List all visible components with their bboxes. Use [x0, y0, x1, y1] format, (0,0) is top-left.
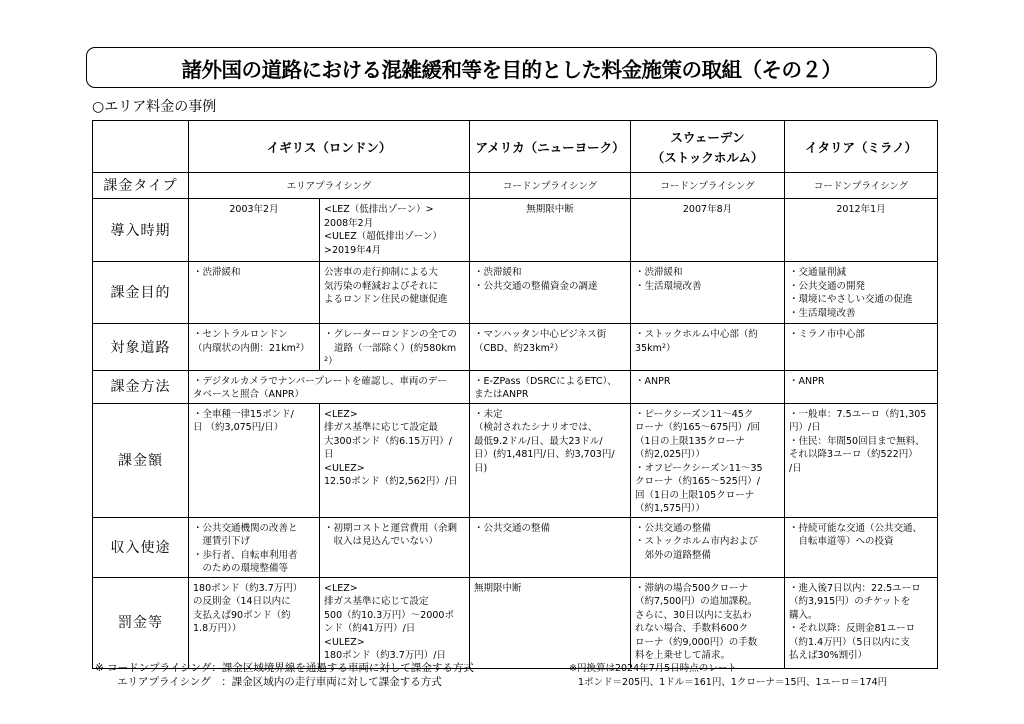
footnote-pricing-types-line2: エリアプライシング ：課金区域内の走行車両に対して課金する方式 [117, 676, 442, 688]
purpose-se: ・渋滞緩和 ・生活環境改善 [631, 262, 785, 324]
roads-uk-lez [320, 324, 470, 371]
roads-uk-lez-line1: ・グレーターロンドンの全ての [324, 329, 458, 340]
method-se: ・ANPR [631, 370, 785, 403]
amount-uk-cc: ・全車種一律15ポンド/ 日 （約3,075円/日） [189, 403, 320, 517]
method-it: ・ANPR [785, 370, 938, 403]
type-se: コードンプライシング [631, 173, 785, 199]
use-se: ・公共交通の整備 ・ストックホルム市内および 郊外の道路整備 [631, 517, 785, 577]
amount-us: ・未定 （検討されたシナリオでは、 最低9.2ドル/日、最大23ドル/ 日）(約1,481円/日、約3,703円/ 日) [470, 403, 631, 517]
column-header-it: イタリア（ミラノ） [785, 121, 938, 173]
row-amount [93, 403, 938, 517]
row-label-penalty: 罰金等 [93, 577, 189, 668]
roads-se-line2-end: ） [666, 342, 676, 354]
row-label-method: 課金方法 [93, 370, 189, 403]
penalty-it: ・進入後7日以内：22.5ユーロ （約3,915円）のチケットを 購入。 ・それ以降：反則金81ユーロ （約1.4万円）（5日以内に支 払えば30%割引） [785, 577, 938, 668]
header-row [93, 121, 938, 173]
method-uk: ・デジタルカメラでナンバープレートを確認し、車両のデー タベースと照合（ANPR） [189, 370, 470, 403]
row-intro [93, 199, 938, 262]
purpose-it: ・交通量削減 ・公共交通の開発 ・環境にやさしい交通の促進 ・生活環境改善 [785, 262, 938, 324]
row-use [93, 517, 938, 577]
intro-uk-cc: 2003年2月 [189, 199, 320, 262]
section-label: ○エリア料金の事例 [92, 99, 217, 115]
roads-uk-cc [189, 324, 320, 371]
row-label-type: 課金タイプ [93, 173, 189, 199]
use-uk-cc: ・公共交通機関の改善と 運賃引下げ ・歩行者、自転車利用者 のための環境整備等 [189, 517, 320, 577]
column-header-uk: イギリス（ロンドン） [189, 121, 470, 173]
roads-se-line1: ・ストックホルム中心部（約 [635, 329, 758, 340]
penalty-uk-lez: <LEZ> 排ガス基準に応じて設定 500（約10.3万円）～2000ポ ンド（約41万円）/日 <ULEZ> 180ポンド（約3.7万円）/日 [320, 577, 470, 668]
row-penalty [93, 577, 938, 668]
purpose-uk-cc: ・渋滞緩和 [189, 262, 320, 324]
column-header-se: スウェーデン （ストックホルム） [631, 121, 785, 173]
footnote-exchange-rate-line2: 1ポンド＝205円、1ドル＝161円、1クローナ＝15円、1ユーロ＝174円 [578, 677, 888, 688]
page-title: 諸外国の道路における混雑緩和等を目的とした料金施策の取組（その２） [181, 57, 842, 82]
row-label-amount: 課金額 [93, 403, 189, 517]
superscript: 2 [295, 341, 300, 350]
roads-uk-cc-line1: ・セントラルロンドン [193, 329, 288, 340]
row-type [93, 173, 938, 199]
roads-uk-lez-line2-end: ） [328, 356, 338, 367]
roads-us-line1: ・マンハッタン中心ビジネス街 [474, 329, 607, 340]
roads-se-line2: 35km [635, 342, 662, 354]
penalty-uk-cc: 180ポンド（約3.7万円） の反則金（14日以内に 支払えば90ポンド（約 1.8万円）） [189, 577, 320, 668]
amount-uk-lez: <LEZ> 排ガス基準に応じて設定最 大300ポンド（約6.15万円）/ 日 <ULEZ> 12.50ポンド（約2,562円）/日 [320, 403, 470, 517]
column-header-us: アメリカ（ニューヨーク） [470, 121, 631, 173]
purpose-uk-lez: 公害車の走行抑制による大 気汚染の軽減およびそれに よるロンドン住民の健康促進 [320, 262, 470, 324]
roads-us-line2-end: ） [553, 342, 564, 354]
superscript: 2 [324, 355, 329, 363]
title-box [86, 47, 937, 88]
intro-uk-lez: <LEZ（低排出ゾーン）> 2008年2月 <ULEZ（超低排出ゾーン） >2019年4月 [320, 199, 470, 262]
footnote-pricing-types-line1: ※ コードンプライシング：課金区域境界線を通過する車両に対して課金する方式 [95, 662, 474, 674]
use-it: ・持続可能な交通（公共交通、 自転車道等）への投資 [785, 517, 938, 577]
superscript: 2 [549, 341, 554, 350]
type-it: コードンプライシング [785, 173, 938, 199]
use-us: ・公共交通の整備 [470, 517, 631, 577]
penalty-se: ・滞納の場合500クローナ （約7,500円）の追加課税。 さらに、30日以内に支払わ れない場合、手数料600ク ローナ（約9,000円）の手数 料を上乗せして請求。 [631, 577, 785, 668]
roads-uk-lez-line2: 道路（一部除く）(約580km [334, 342, 457, 354]
method-us: ・E-ZPass（DSRCによるETC）、 またはANPR [470, 370, 631, 403]
row-roads [93, 324, 938, 371]
roads-us [470, 324, 631, 371]
row-purpose [93, 262, 938, 324]
row-label-roads: 対象道路 [93, 324, 189, 371]
roads-us-line2: （CBD、約23km [474, 342, 550, 354]
penalty-us: 無期限中断 [470, 577, 631, 668]
roads-uk-cc-line2-end: ） [300, 342, 310, 354]
type-us: コードンプライシング [470, 173, 631, 199]
type-uk: エリアプライシング [189, 173, 470, 199]
roads-se [631, 324, 785, 371]
intro-se: 2007年8月 [631, 199, 785, 262]
row-method [93, 370, 938, 403]
comparison-table [92, 120, 938, 669]
footnote-exchange-rate-line1: ※円換算は2024年7月5日時点のレート [569, 663, 737, 674]
purpose-us: ・渋滞緩和 ・公共交通の整備資金の調達 [470, 262, 631, 324]
roads-it: ・ミラノ市中心部 [785, 324, 938, 371]
intro-us: 無期限中断 [470, 199, 631, 262]
use-uk-lez: ・初期コストと運営費用（余剰 収入は見込んでいない） [320, 517, 470, 577]
amount-it: ・一般車：7.5ユーロ（約1,305 円）/日 ・住民：年間50回目まで無料、 それ以降3ユーロ（約522円） /日 [785, 403, 938, 517]
intro-it: 2012年1月 [785, 199, 938, 262]
amount-se: ・ピークシーズン11～45ク ローナ（約165～675円）/回 （1日の上限135クローナ （約2,025円）） ・オフピークシーズン11～35 クローナ（約165～525円）/ 回（1日の上限105クローナ （約1,575円）） [631, 403, 785, 517]
row-label-purpose: 課金目的 [93, 262, 189, 324]
superscript: 2 [661, 341, 667, 350]
row-label-intro: 導入時期 [93, 199, 189, 262]
roads-uk-cc-line2: （内環状の内側：21km [193, 342, 296, 354]
header-corner [93, 121, 189, 173]
row-label-use: 収入使途 [93, 517, 189, 577]
